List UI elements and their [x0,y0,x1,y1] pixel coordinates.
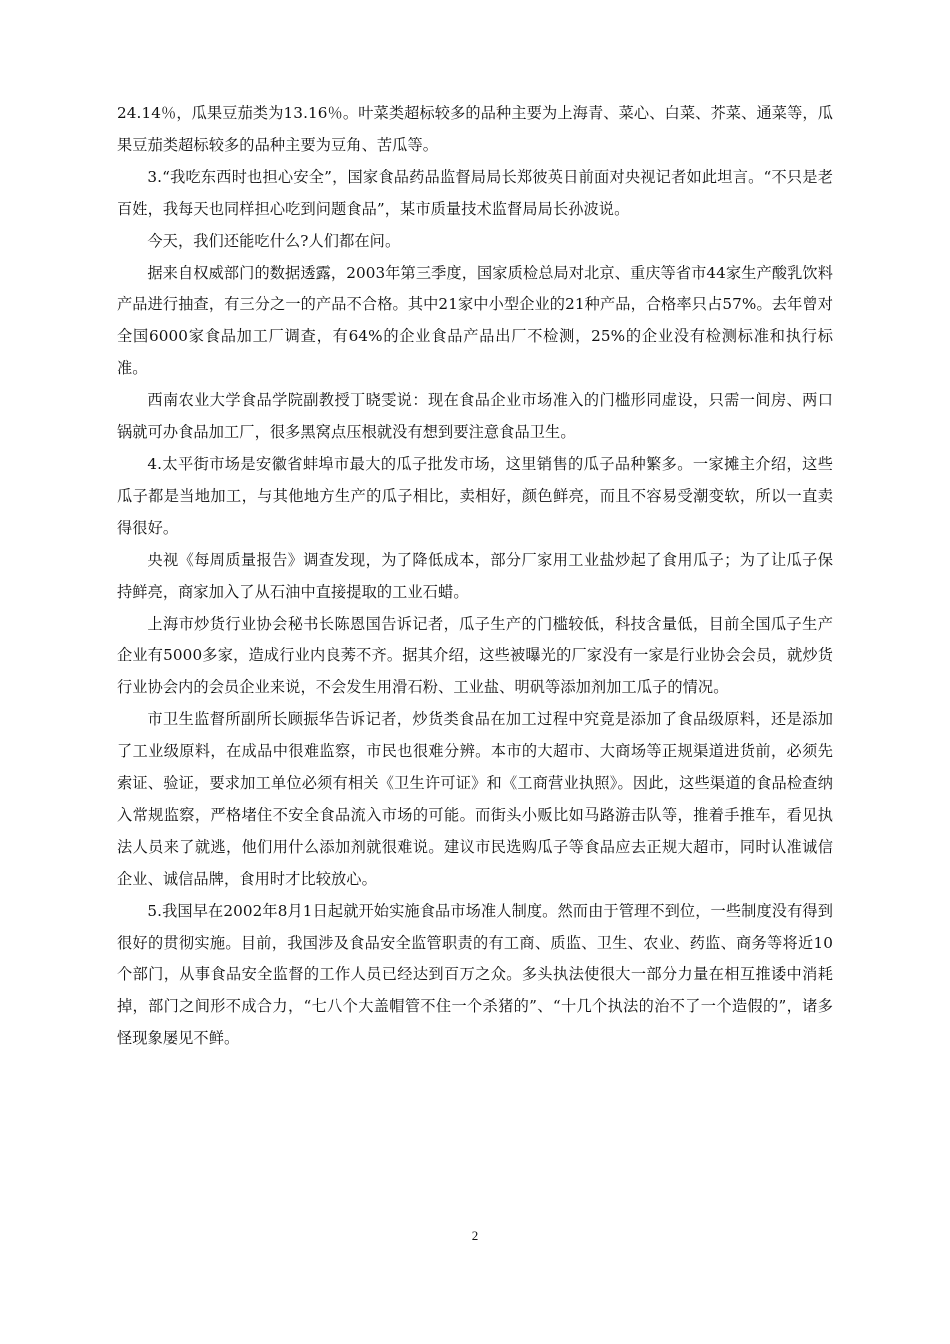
paragraph-3: 3.“我吃东西时也担心安全”，国家食品药品监督局局长郑彼英日前面对央视记者如此坦言。“不只是老百姓，我每天也同样担心吃到问题食品”，某市质量技术监督局局长孙波说。 [117,167,833,218]
paragraph-5: 5.我国早在2002年8月1日起就开始实施食品市场准人制度。然而由于管理不到位，一些制度没有得到很好的贯彻实施。目前，我国涉及食品安全监管职责的有工商、质监、卫生、农业、药监、商务等将近10个部门，从事食品安全监督的工作人员已经达到百万之众。多头执法使很大一部分力量在相互推诿中消耗掉，部门之间形不成合力，“七八个大盖帽管不住一个杀猪的”、“十几个执法的治不了一个造假的”，诸多怪现象屡见不鲜。 [117,901,833,1048]
paragraph-cctv-report: 央视《每周质量报告》调查发现，为了降低成本，部分厂家用工业盐炒起了食用瓜子；为了让瓜子保持鲜亮，商家加入了从石油中直接提取的工业石蜡。 [117,550,833,601]
paragraph-health-supervision: 市卫生监督所副所长顾振华告诉记者，炒货类食品在加工过程中究竟是添加了食品级原料，还是添加了工业级原料，在成品中很难监察，市民也很难分辨。本市的大超市、大商场等正规渠道进货前，必须先索证、验证，要求加工单位必须有相关《卫生许可证》和《工商营业执照》。因此，这些渠道的食品检查纳入常规监察，严格堵住不安全食品流入市场的可能。而街头小贩比如马路游击队等，推着手推车，看见执法人员来了就逃，他们用什么添加剂就很难说。建议市民选购瓜子等食品应去正规大超市，同时认准诚信企业、诚信品牌，食用时才比较放心。 [117,710,833,888]
paragraph-4: 4.太平街市场是安徽省蚌埠市最大的瓜子批发市场，这里销售的瓜子品种繁多。一家摊主介绍，这些瓜子都是当地加工，与其他地方生产的瓜子相比，卖相好，颜色鲜亮，而且不容易受潮变软，所以一直卖得很好。 [117,454,833,537]
paragraph-question: 今天，我们还能吃什么?人们都在问。 [147,231,401,250]
paragraph-continued: 24.14％，瓜果豆茄类为13.16％。叶菜类超标较多的品种主要为上海青、菜心、白菜、芥菜、通菜等，瓜果豆茄类超标较多的品种主要为豆角、苦瓜等。 [117,104,833,154]
page-number: 2 [471,1228,479,1243]
paragraph-statistics: 据来自权威部门的数据透露，2003年第三季度，国家质检总局对北京、重庆等省市44家生产酸乳饮料产品进行抽查，有三分之一的产品不合格。其中21家中小型企业的21种产品，合格率只占57%。去年曾对全国6000家食品加工厂调查，有64%的企业食品产品出厂不检测，25%的企业没有检测标准和执行标准。 [117,263,833,378]
paragraph-association: 上海市炒货行业协会秘书长陈恩国告诉记者，瓜子生产的门槛较低，科技含量低，目前全国瓜子生产企业有5000多家，造成行业内良莠不齐。据其介绍，这些被曝光的厂家没有一家是行业协会会员，就炒货行业协会内的会员企业来说，不会发生用滑石粉、工业盐、明矾等添加剂加工瓜子的情况。 [117,614,833,697]
body-text [117,98,833,1055]
paragraph-professor-quote: 西南农业大学食品学院副教授丁晓雯说：现在食品企业市场准入的门槛形同虚设，只需一间房、两口锅就可办食品加工厂，很多黑窝点压根就没有想到要注意食品卫生。 [117,391,833,442]
